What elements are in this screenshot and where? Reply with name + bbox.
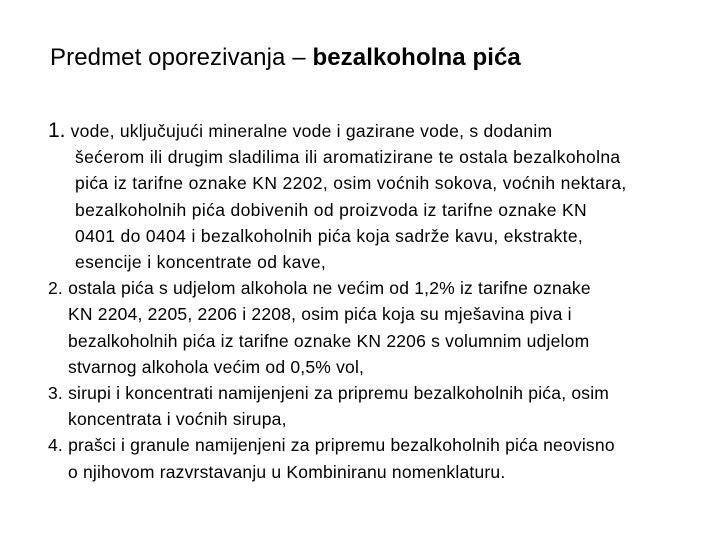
title-bold-text: bezalkoholna pića (312, 44, 521, 71)
list-item (48, 380, 698, 432)
item-text: prašci i granule namijenjeni za pripremu bezalkoholnih pića neovisno (68, 435, 615, 456)
list-item (48, 432, 698, 484)
item-number: 4. (48, 435, 63, 456)
item-line: bezalkoholnih pića iz tarifne oznake KN 2206 s volumnim udjelom (68, 330, 590, 351)
item-number: 2. (48, 278, 63, 299)
item-number: 3. (48, 383, 63, 404)
item-line: o njihovom razvrstavanju u Kombiniranu nomenklaturu. (68, 461, 506, 482)
title-normal-text: Predmet oporezivanja – (50, 44, 313, 71)
item-line: stvarnog alkohola većim od 0,5% vol, (68, 356, 365, 377)
item-text: vode, uključujući mineralne vode i gazirane vode, s dodanim (70, 121, 553, 141)
item-line: 0401 do 0404 i bezalkoholnih pića koja sadrže kavu, ekstrakte, (75, 225, 584, 246)
item-line: bezalkoholnih pića dobivenih od proizvoda iz tarifne oznake KN (75, 199, 588, 220)
list-item (48, 275, 698, 380)
item-text: sirupi i koncentrati namijenjeni za pripremu bezalkoholnih pića, osim (68, 383, 610, 404)
slide-title (50, 41, 521, 75)
item-line (48, 275, 698, 301)
item-line: šećerom ili drugim sladilima ili aromatizirane te ostala bezalkoholna (75, 147, 621, 168)
list-item (48, 118, 698, 275)
item-line: esencije i koncentrate od kave, (75, 252, 327, 273)
item-line (48, 380, 698, 406)
item-number: 1. (48, 119, 66, 142)
item-line: pića iz tarifne oznake KN 2202, osim voćnih sokova, voćnih nektara, (75, 173, 627, 194)
item-line (48, 432, 698, 458)
taxable-items-list (48, 118, 698, 485)
item-text: ostala pića s udjelom alkohola ne većim od 1,2% iz tarifne oznake (68, 278, 591, 299)
item-line: KN 2204, 2205, 2206 i 2208, osim pića koja su mješavina piva i (68, 304, 572, 325)
item-line: koncentrata i voćnih sirupa, (68, 409, 287, 430)
item-line (48, 118, 698, 144)
